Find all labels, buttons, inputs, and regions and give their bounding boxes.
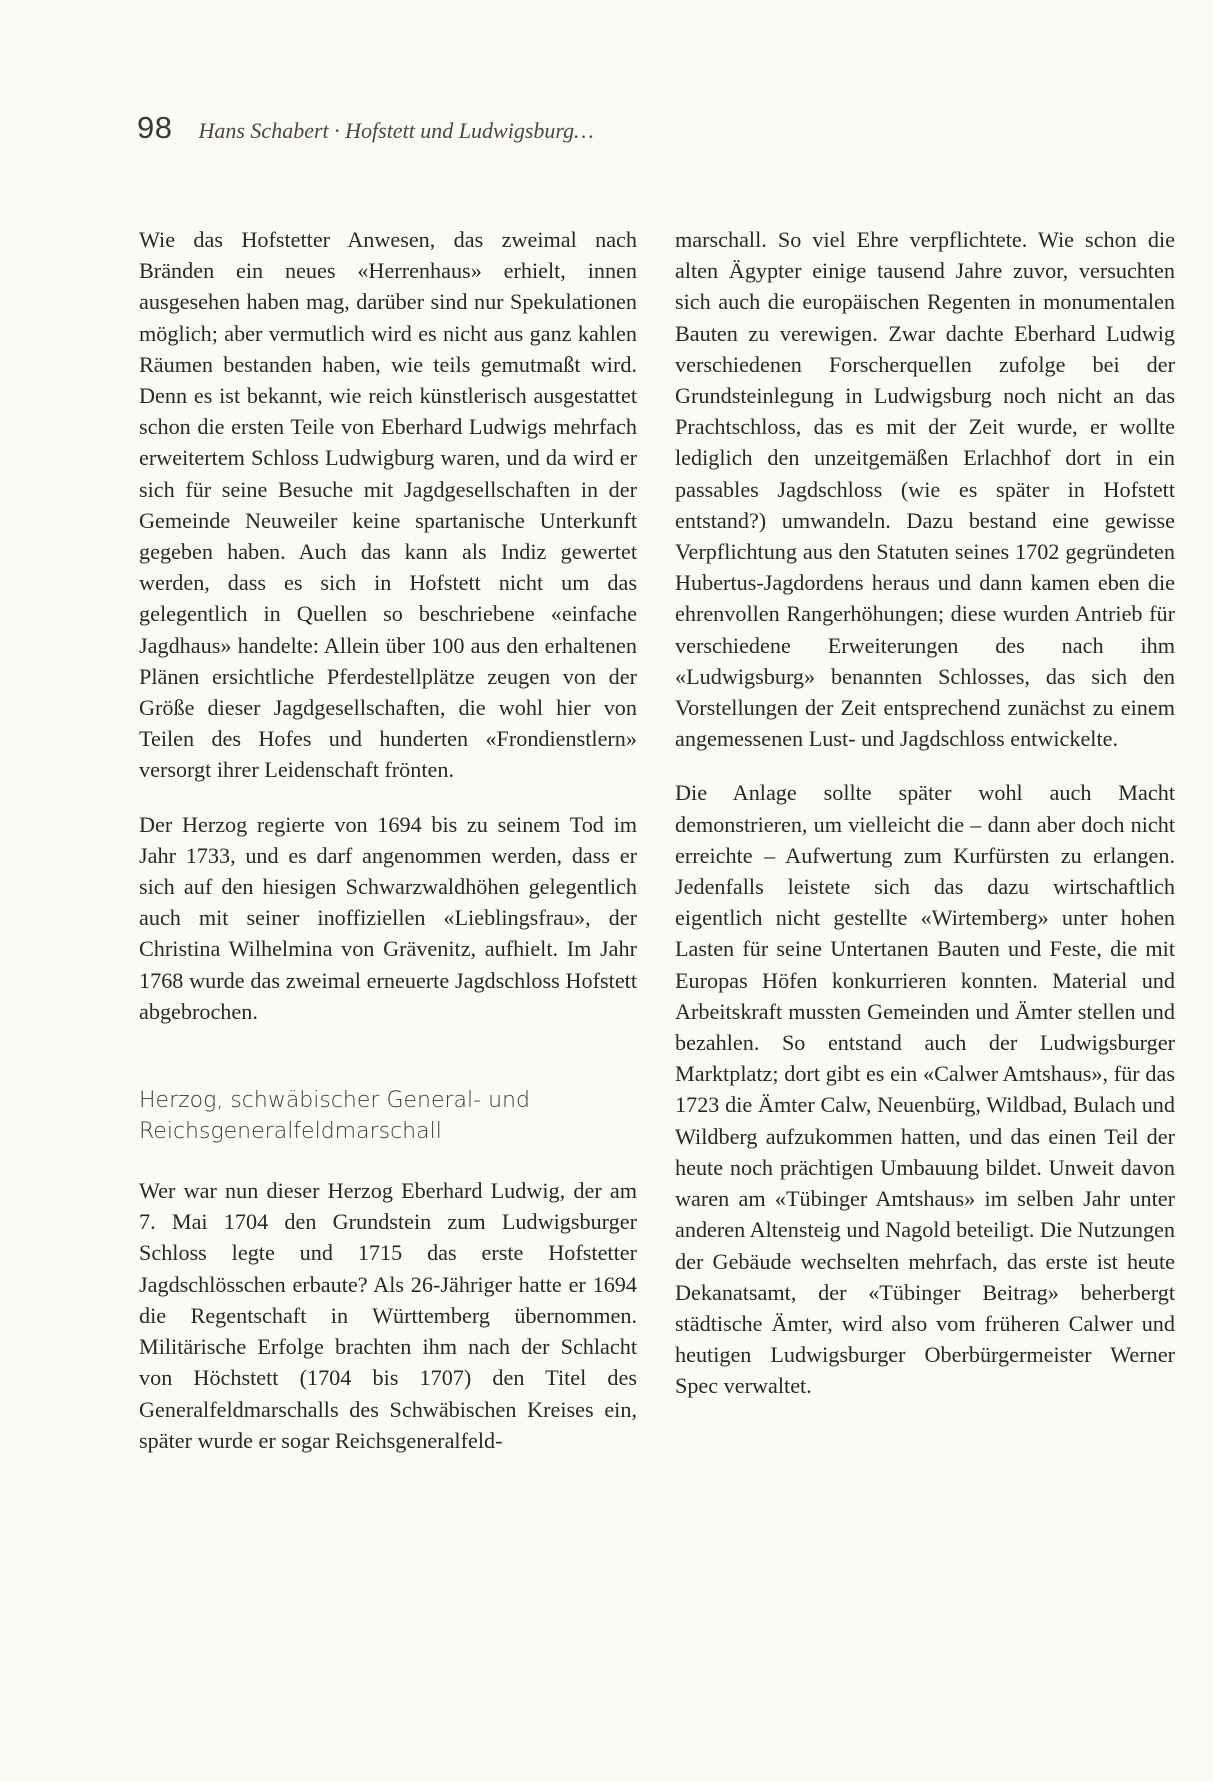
paragraph: marschall. So viel Ehre verpflichtete. Wie schon die alten Ägypter einige tausend Jahre zuvor, versuchten sich auch die europäischen Regenten in monumentalen Bauten zu verewigen. Zwar dachte Eberhard Ludwig verschiedenen Forscherquellen zufolge bei der Grundsteinlegung in Ludwigsburg noch nicht an das Prachtschloss, das es mit der Zeit wurde, er wollte lediglich den unzeitgemäßen Erlachhof dort in ein passables Jagdschloss (wie es später in Hofstett entstand?) umwandeln. Dazu bestand eine gewisse Verpflichtung aus den Statuten seines 1702 gegründeten Hubertus-Jagdordens heraus und dann kamen eben die ehrenvollen Rangerhöhungen; diese wurden Antrieb für verschiedene Erweiterungen des nach ihm «Ludwigsburg» benannten Schlosses, das sich den Vorstellungen der Zeit entsprechend zunächst zu einem angemessenen Lust- und Jagdschloss entwickelte.: [675, 227, 1175, 752]
paragraph: Wie das Hofstetter Anwesen, das zweimal nach Bränden ein neues «Herrenhaus» erhielt, innen ausgesehen haben mag, darüber sind nur Spekulationen möglich; aber vermutlich wird es nicht aus ganz kahlen Räumen bestanden haben, wie teils gemutmaßt wird. Denn es ist bekannt, wie reich künstlerisch ausgestattet schon die ersten Teile von Eberhard Ludwigs mehrfach erweitertem Schloss Ludwigburg waren, und da wird er sich für seine Besuche mit Jagdgesellschaften in der Gemeinde Neuweiler keine spartanische Unterkunft gegeben haben. Auch das kann als Indiz gewertet werden, dass es sich in Hofstett nicht um das gelegentlich in Quellen so beschriebene «einfache Jagdhaus» handelte: Allein über 100 aus den erhaltenen Plänen ersichtliche Pferdestellplätze zeugen von der Größe dieser Jagdgesellschaften, die wohl hier von Teilen des Hofes und hunderten «Frondienstlern» versorgt ihrer Leidenschaft frönten.: [139, 227, 637, 783]
paragraph: Die Anlage sollte später wohl auch Macht demonstrieren, um vielleicht die – dann aber doch nicht erreichte – Aufwertung zum Kurfürsten zu erlangen. Jedenfalls leistete sich das dazu wirtschaftlich eigentlich nicht gestellte «Wirtemberg» unter hohen Lasten für seine Untertanen Bauten und Feste, die mit Europas Höfen konkurrieren konnten. Material und Arbeitskraft mussten Gemeinden und Ämter stellen und bezahlen. So entstand auch der Ludwigsburger Marktplatz; dort gibt es ein «Calwer Amtshaus», für das 1723 die Ämter Calw, Neuenbürg, Wildbad, Bulach und Wildberg aufzukommen hatten, und das einen Teil der heute noch prächtigen Umbauung bildet. Unweit davon waren am «Tübinger Amtshaus» im selben Jahr unter anderen Altensteig und Nagold beteiligt. Die Nutzungen der Gebäude wechselten mehrfach, das erste ist heute Dekanatsamt, der «Tübinger Beitrag» beherbergt städtische Ämter, wird also vom früheren Calwer und heutigen Ludwigsburger Oberbürgermeister Werner Spec verwaltet.: [675, 780, 1175, 1399]
page-number: 98: [137, 110, 173, 145]
section-heading: Herzog, schwäbischer General- und Reichsgeneralfeldmarschall: [139, 1088, 530, 1145]
left-column: [139, 224, 637, 1479]
paragraph: Der Herzog regierte von 1694 bis zu seinem Tod im Jahr 1733, und es darf angenommen werden, dass er sich auf den hiesigen Schwarzwaldhöhen gelegentlich auch mit seiner inoffiziellen «Lieblingsfrau», der Christina Wilhelmina von Grävenitz, aufhielt. Im Jahr 1768 wurde das zweimal erneuerte Jagdschloss Hofstett abgebrochen.: [139, 811, 637, 1024]
running-head: Hans Schabert · Hofstett und Ludwigsburg…: [198, 118, 594, 143]
paragraph: Wer war nun dieser Herzog Eberhard Ludwig, der am 7. Mai 1704 den Grundstein zum Ludwigsburger Schloss legte und 1715 das erste Hofstetter Jagdschlösschen erbaute? Als 26-Jähriger hatte er 1694 die Regentschaft in Württemberg übernommen. Militärische Erfolge brachten ihm nach der Schlacht von Höchstett (1704 bis 1707) den Titel des Generalfeldmarschalls des Schwäbischen Kreises ein, später wurde er sogar Reichsgeneralfeld-: [139, 1178, 637, 1453]
right-column: [675, 224, 1175, 1425]
page-header: [137, 110, 594, 154]
